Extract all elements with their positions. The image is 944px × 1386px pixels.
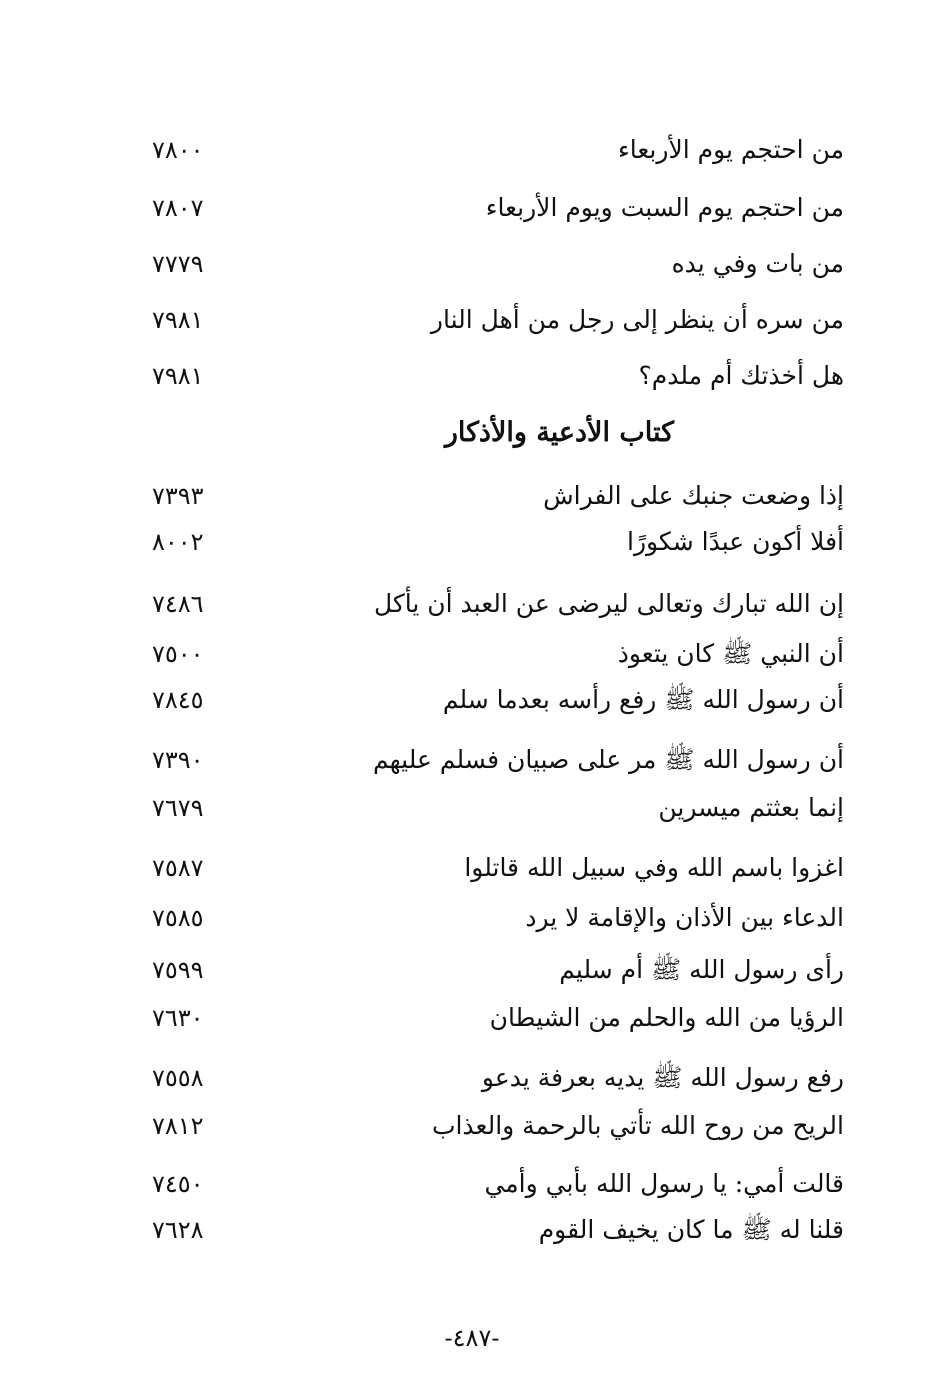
entry-number: ٧٥٨٧: [152, 854, 204, 882]
entry-number: ٧٣٩٣: [152, 482, 204, 510]
entry-number: ٧٦٣٠: [152, 1004, 204, 1032]
entry-number: ٧٦٢٨: [152, 1216, 204, 1244]
index-entry: [0, 1058, 944, 1098]
index-entry: [0, 788, 944, 828]
entry-text: رأى رسول الله ﷺ أم سليم: [559, 955, 844, 984]
index-entry: [0, 130, 944, 170]
entry-number: ٧٥٥٨: [152, 1064, 204, 1092]
entry-number: ٧٩٨١: [152, 306, 204, 334]
entry-text: أن النبي ﷺ كان يتعوذ: [617, 639, 844, 668]
index-entry: [0, 740, 944, 780]
entry-text: إن الله تبارك وتعالى ليرضى عن العبد أن يأكل: [373, 589, 844, 618]
index-entry: [0, 848, 944, 888]
entry-number: ٧٥٩٩: [152, 956, 204, 984]
entry-text: من احتجم يوم السبت ويوم الأربعاء: [485, 193, 844, 222]
entry-number: ٧٤٨٦: [152, 590, 204, 618]
index-entry: [0, 522, 944, 562]
entry-number: ٧٤٥٠: [152, 1170, 204, 1198]
entry-number: ٧٩٨١: [152, 362, 204, 390]
entry-text: قالت أمي: يا رسول الله بأبي وأمي: [484, 1169, 844, 1198]
index-entry: [0, 188, 944, 228]
entry-text: الدعاء بين الأذان والإقامة لا يرد: [525, 903, 844, 932]
entry-text: اغزوا باسم الله وفي سبيل الله قاتلوا: [464, 853, 844, 882]
entry-number: ٧٨٠٠: [152, 136, 204, 164]
entry-number: ٧٧٧٩: [152, 250, 204, 278]
index-entry: [0, 1164, 944, 1204]
entry-number: ٧٨١٢: [152, 1112, 204, 1140]
entry-text: أفلا أكون عبدًا شكورًا: [627, 527, 844, 556]
entry-text: من بات وفي يده: [671, 249, 844, 278]
index-entry: [0, 680, 944, 720]
entry-text: أن رسول الله ﷺ مر على صبيان فسلم عليهم: [373, 745, 844, 774]
entry-text: إذا وضعت جنبك على الفراش: [543, 481, 844, 510]
section-heading: كتاب الأدعية والأذكار: [444, 417, 674, 448]
entry-text: الرؤيا من الله والحلم من الشيطان: [489, 1003, 844, 1032]
entry-text: إنما بعثتم ميسرين: [658, 793, 844, 822]
entry-number: ٧٦٧٩: [152, 794, 204, 822]
entry-number: ٧٥٠٠: [152, 640, 204, 668]
index-entry: [0, 898, 944, 938]
entry-number: ٧٨٤٥: [152, 686, 204, 714]
entry-text: من احتجم يوم الأربعاء: [617, 135, 844, 164]
entry-text: من سره أن ينظر إلى رجل من أهل النار: [430, 305, 844, 334]
entry-text: الريح من روح الله تأتي بالرحمة والعذاب: [431, 1111, 844, 1140]
index-entry: [0, 1210, 944, 1250]
index-entry: [0, 998, 944, 1038]
entry-text: أن رسول الله ﷺ رفع رأسه بعدما سلم: [442, 685, 844, 714]
entry-text: قلنا له ﷺ ما كان يخيف القوم: [538, 1215, 844, 1244]
index-entry: [0, 950, 944, 990]
entry-text: هل أخذتك أم ملدم؟: [638, 361, 844, 390]
index-entry: [0, 300, 944, 340]
entry-number: ٨٠٠٢: [152, 528, 204, 556]
entry-number: ٧٨٠٧: [152, 194, 204, 222]
index-entry: [0, 634, 944, 674]
index-entry: [0, 584, 944, 624]
entry-number: ٧٥٨٥: [152, 904, 204, 932]
page-number: -٤٨٧-: [444, 1324, 500, 1352]
index-entry: [0, 1106, 944, 1146]
index-entry: [0, 244, 944, 284]
index-entry: [0, 476, 944, 516]
entry-number: ٧٣٩٠: [152, 746, 204, 774]
index-entry: [0, 356, 944, 396]
entry-text: رفع رسول الله ﷺ يديه بعرفة يدعو: [481, 1063, 844, 1092]
